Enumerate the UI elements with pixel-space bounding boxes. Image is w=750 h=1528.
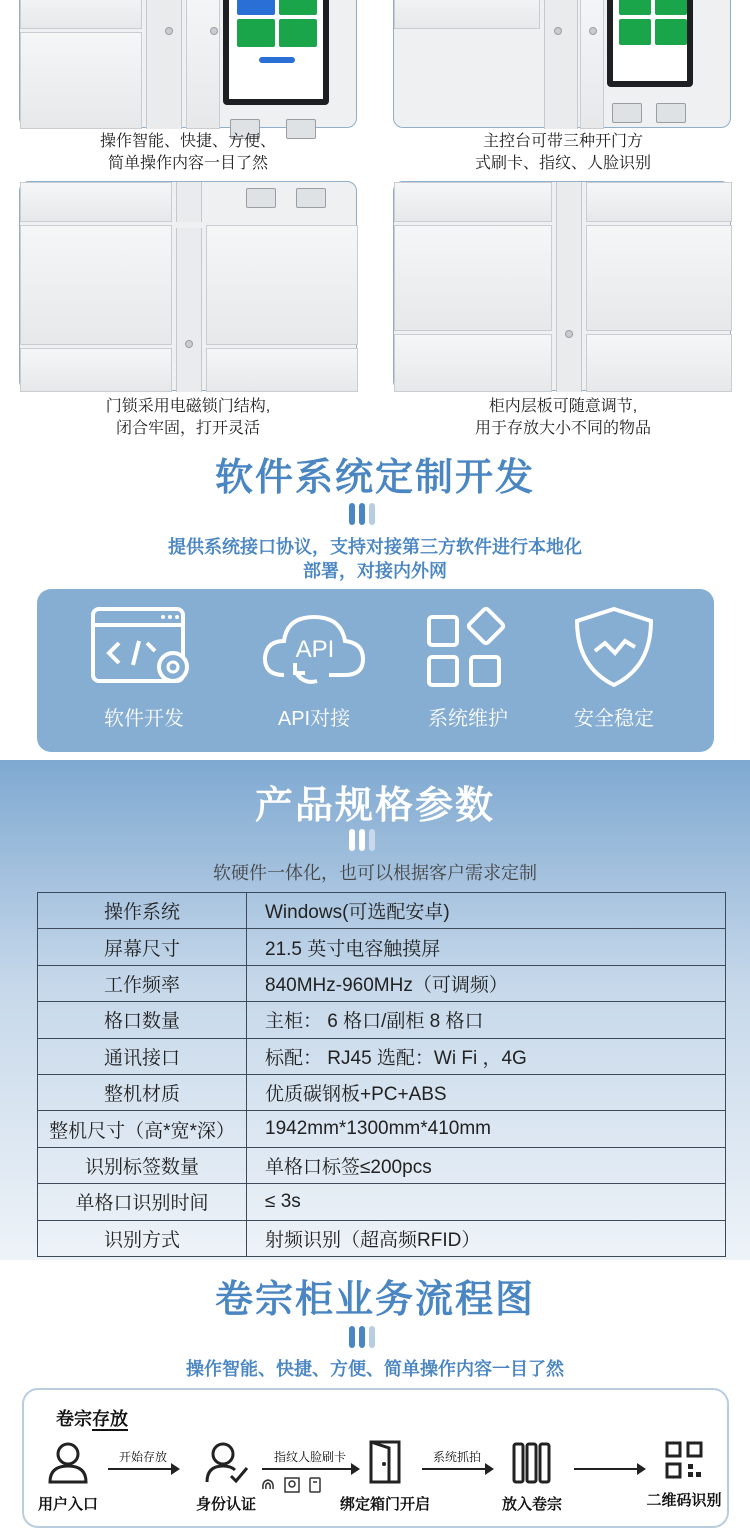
spec-value: ≤ 3s xyxy=(247,1184,726,1220)
software-section-title: 软件系统定制开发 xyxy=(214,457,535,499)
flow-section-subtitle: 操作智能、快捷、方便、简单操作内容一目了然 xyxy=(186,1359,564,1379)
spec-value: 射频识别（超高频RFID） xyxy=(247,1220,726,1256)
spec-key: 整机尺寸（高*宽*深） xyxy=(38,1111,247,1147)
spec-key: 格口数量 xyxy=(38,1002,247,1038)
spec-row xyxy=(38,1111,726,1147)
svg-text:API: API xyxy=(295,636,335,663)
spec-row xyxy=(38,1002,726,1038)
spec-table xyxy=(37,892,726,1257)
spec-row xyxy=(38,929,726,965)
user-icon xyxy=(46,1440,90,1484)
spec-value: 单格口标签≤200pcs xyxy=(247,1147,726,1183)
cabinet-image-lock xyxy=(19,181,357,391)
spec-section-title: 产品规格参数 xyxy=(254,785,495,827)
user-check-icon xyxy=(203,1440,249,1484)
feature-security xyxy=(539,605,689,735)
flow-arrow: 指纹人脸刷卡 xyxy=(262,1468,358,1470)
feature-label: 安全稳定 xyxy=(574,708,654,730)
spec-value: 主柜： 6 格口/副柜 8 格口 xyxy=(247,1002,726,1038)
spec-key: 工作频率 xyxy=(38,965,247,1001)
api-cloud-icon xyxy=(259,605,369,690)
software-features-panel xyxy=(37,589,714,752)
gallery-caption-2: 主控台可带三种开门方 式刷卡、指纹、人脸识别 xyxy=(474,133,651,172)
flow-arrow: 系统抓拍 xyxy=(422,1468,492,1470)
feature-software-dev xyxy=(69,605,219,735)
title-divider-bars xyxy=(349,503,377,525)
spec-value: 标配： RJ45 选配：Wi Fi ，4G xyxy=(247,1038,726,1074)
spec-row xyxy=(38,965,726,1001)
spec-key: 整机材质 xyxy=(38,1074,247,1110)
gallery-caption-3: 门锁采用电磁锁门结构, 闭合牢固，打开灵活 xyxy=(105,398,271,437)
spec-value: 840MHz-960MHz（可调频） xyxy=(247,965,726,1001)
spec-value: Windows(可选配安卓) xyxy=(247,893,726,929)
qr-code-icon xyxy=(664,1440,704,1480)
folders-icon xyxy=(510,1440,554,1484)
face-icon xyxy=(284,1477,300,1493)
flow-node-qr-scan: 二维码识别 xyxy=(644,1440,724,1510)
grid-apps-icon xyxy=(413,605,523,690)
spec-row xyxy=(38,1074,726,1110)
spec-value: 1942mm*1300mm*410mm xyxy=(247,1111,726,1147)
flow-node-identity: 身份认证 xyxy=(190,1440,262,1514)
title-divider-bars xyxy=(349,1326,377,1348)
feature-maintenance xyxy=(393,605,543,735)
gallery-caption-4: 柜内层板可随意调节, 用于存放大小不同的物品 xyxy=(474,398,651,437)
code-settings-icon xyxy=(89,605,199,690)
spec-row xyxy=(38,1147,726,1183)
spec-row xyxy=(38,1220,726,1256)
spec-row xyxy=(38,1184,726,1220)
flow-node-door-open: 绑定箱门开启 xyxy=(330,1440,440,1514)
spec-row xyxy=(38,893,726,929)
feature-label: 软件开发 xyxy=(104,708,184,730)
spec-section-subtitle: 软硬件一体化，也可以根据客户需求定制 xyxy=(213,863,537,883)
flow-card-heading: 卷宗存放 xyxy=(56,1409,128,1429)
spec-key: 通讯接口 xyxy=(38,1038,247,1074)
spec-key: 操作系统 xyxy=(38,893,247,929)
spec-key: 识别标签数量 xyxy=(38,1147,247,1183)
shield-icon xyxy=(559,605,669,690)
title-divider-bars xyxy=(349,829,377,851)
flow-card-storage xyxy=(22,1388,729,1528)
flow-node-user-entry: 用户入口 xyxy=(38,1440,98,1514)
spec-row xyxy=(38,1038,726,1074)
card-icon xyxy=(307,1477,323,1493)
feature-api xyxy=(239,605,389,735)
cabinet-image-console xyxy=(393,0,731,128)
auth-method-icons xyxy=(260,1476,323,1493)
feature-label: API对接 xyxy=(277,708,351,730)
fingerprint-icon xyxy=(260,1477,276,1493)
spec-value: 21.5 英寸电容触摸屏 xyxy=(247,929,726,965)
spec-key: 识别方式 xyxy=(38,1220,247,1256)
door-icon xyxy=(365,1440,405,1484)
cabinet-gallery xyxy=(0,0,750,440)
cabinet-image-touchscreen xyxy=(19,0,357,128)
gallery-caption-1: 操作智能、快捷、方便、 简单操作内容一目了然 xyxy=(99,133,276,172)
spec-key: 单格口识别时间 xyxy=(38,1184,247,1220)
flow-arrow xyxy=(574,1468,644,1470)
flow-node-insert-files: 放入卷宗 xyxy=(502,1440,562,1514)
feature-label: 系统维护 xyxy=(428,708,508,730)
cabinet-image-shelves xyxy=(393,181,731,391)
flow-arrow: 开始存放 xyxy=(108,1468,178,1470)
flow-section-title: 卷宗柜业务流程图 xyxy=(214,1279,535,1321)
software-section-subtitle: 提供系统接口协议，支持对接第三方软件进行本地化 部署，对接内外网 xyxy=(168,537,582,581)
spec-key: 屏幕尺寸 xyxy=(38,929,247,965)
spec-value: 优质碳钢板+PC+ABS xyxy=(247,1074,726,1110)
